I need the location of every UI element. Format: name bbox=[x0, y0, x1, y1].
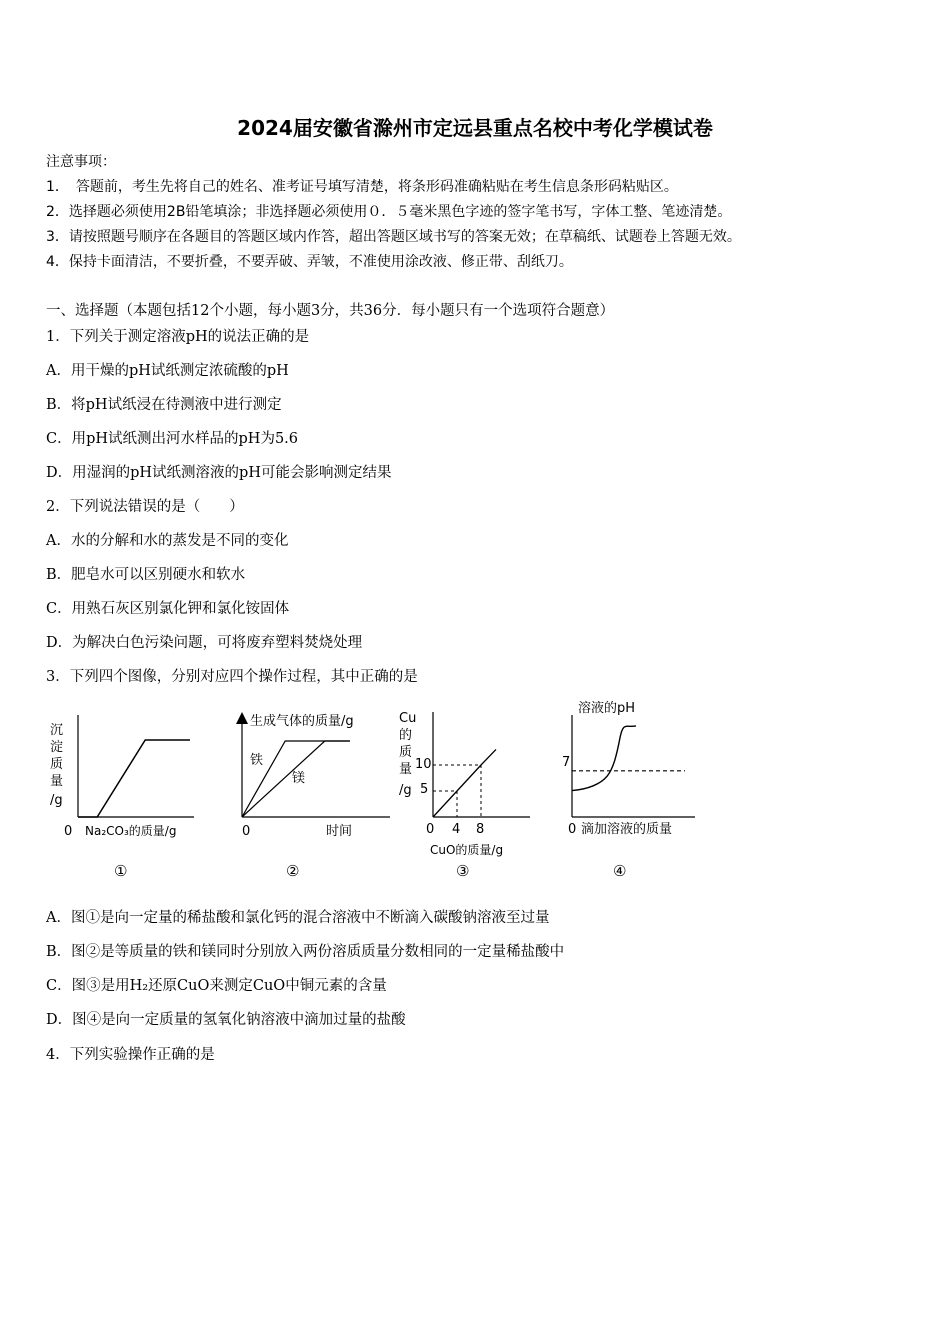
graph-2-ylabel: 生成气体的质量/g bbox=[250, 714, 354, 729]
notice-heading: 注意事项： bbox=[46, 154, 116, 170]
question-2-stem: 2．下列说法错误的是（ ） bbox=[46, 499, 244, 515]
graph-2-series-a-label: 铁 bbox=[250, 753, 264, 768]
q2-option-d: D．为解决白色污染问题，可将废弃塑料焚烧处理 bbox=[46, 635, 363, 651]
question-4-stem: 4．下列实验操作正确的是 bbox=[46, 1047, 215, 1063]
notice-item: 4．保持卡面清洁，不要折叠，不要弄破、弄皱，不准使用涂改液、修正带、刮纸刀。 bbox=[46, 254, 573, 270]
graph-1-label: ① bbox=[114, 862, 128, 880]
q3-option-c: C．图③是用H₂还原CuO来测定CuO中铜元素的含量 bbox=[46, 978, 387, 994]
graph-1-xlabel: Na₂CO₃的质量/g bbox=[85, 824, 177, 838]
notice-item: 1． 答题前，考生先将自己的姓名、准考证号填写清楚，将条形码准确粘贴在考生信息条形码粘贴区。 bbox=[46, 179, 678, 195]
graph-1-origin: 0 bbox=[64, 824, 73, 839]
graph-3-ytick: 5 bbox=[420, 782, 429, 797]
graph-3-ylabel: Cu bbox=[399, 711, 417, 726]
graph-4-label: ④ bbox=[613, 862, 627, 880]
notice-item: 2．选择题必须使用2B铅笔填涂；非选择题必须使用０．５毫米黑色字迹的签字笔书写，字体工整、笔迹清楚。 bbox=[46, 204, 732, 220]
section-heading: 一、选择题（本题包括12个小题，每小题3分，共36分．每小题只有一个选项符合题意） bbox=[46, 303, 615, 319]
q1-option-d: D．用湿润的pH试纸测溶液的pH可能会影响测定结果 bbox=[46, 465, 392, 481]
page-title: 2024届安徽省滁州市定远县重点名校中考化学模试卷 bbox=[237, 116, 713, 140]
graph-3-ylabel: 的 bbox=[399, 728, 413, 743]
q3-option-a: A．图①是向一定量的稀盐酸和氯化钙的混合溶液中不断滴入碳酸钠溶液至过量 bbox=[46, 910, 550, 926]
q2-option-b: B．肥皂水可以区别硬水和软水 bbox=[46, 567, 246, 583]
graph-3-curve bbox=[433, 749, 496, 817]
graph-2-origin: 0 bbox=[242, 824, 251, 839]
q1-option-c: C．用pH试纸测出河水样品的pH为5.6 bbox=[46, 431, 299, 447]
graph-3-origin: 0 bbox=[426, 822, 435, 837]
graph-1-ylabel: /g bbox=[50, 793, 63, 808]
graph-1-ylabel: 淀 bbox=[50, 740, 64, 755]
graph-3-xtick: 4 bbox=[452, 822, 461, 837]
graph-4-xlabel: 滴加溶液的质量 bbox=[581, 822, 673, 837]
graph-1-curve bbox=[78, 740, 190, 817]
graph-2 bbox=[230, 700, 400, 850]
q3-option-b: B．图②是等质量的铁和镁同时分别放入两份溶质质量分数相同的一定量稀盐酸中 bbox=[46, 944, 565, 960]
question-1-stem: 1．下列关于测定溶液pH的说法正确的是 bbox=[46, 329, 310, 345]
notice-item: 3．请按照题号顺序在各题目的答题区域内作答，超出答题区域书写的答案无效；在草稿纸、试题卷上答题无效。 bbox=[46, 229, 741, 245]
graph-4-ytick: 7 bbox=[562, 755, 571, 770]
graph-1 bbox=[44, 700, 204, 850]
graph-3-xtick: 8 bbox=[476, 822, 485, 837]
q1-option-a: A．用干燥的pH试纸测定浓硫酸的pH bbox=[46, 363, 289, 379]
graph-3-ylabel: 量 bbox=[399, 762, 413, 777]
graph-3-xlabel: CuO的质量/g bbox=[430, 843, 504, 857]
graph-4-ylabel: 溶液的pH bbox=[578, 701, 636, 716]
graph-3-ylabel: /g bbox=[399, 783, 412, 798]
graph-4-curve bbox=[572, 726, 636, 791]
q3-option-d: D．图④是向一定质量的氢氧化钠溶液中滴加过量的盐酸 bbox=[46, 1012, 406, 1028]
graph-3 bbox=[390, 700, 540, 860]
q2-option-a: A．水的分解和水的蒸发是不同的变化 bbox=[46, 533, 289, 549]
q2-option-c: C．用熟石灰区别氯化钾和氯化铵固体 bbox=[46, 601, 290, 617]
graph-4 bbox=[560, 700, 710, 850]
graph-4-origin: 0 bbox=[568, 822, 577, 837]
graph-1-ylabel: 沉 bbox=[50, 723, 64, 738]
question-3-stem: 3．下列四个图像，分别对应四个操作过程，其中正确的是 bbox=[46, 669, 418, 685]
graph-3-ytick: 10 bbox=[415, 757, 432, 772]
graph-1-ylabel: 量 bbox=[50, 774, 64, 789]
graph-1-ylabel: 质 bbox=[50, 757, 64, 772]
graph-2-xlabel: 时间 bbox=[326, 824, 353, 839]
graph-3-ylabel: 质 bbox=[399, 745, 413, 760]
graph-3-label: ③ bbox=[456, 862, 470, 880]
q1-option-b: B．将pH试纸浸在待测液中进行测定 bbox=[46, 397, 282, 413]
graph-2-label: ② bbox=[286, 862, 300, 880]
graph-2-series-b-label: 镁 bbox=[292, 771, 306, 786]
